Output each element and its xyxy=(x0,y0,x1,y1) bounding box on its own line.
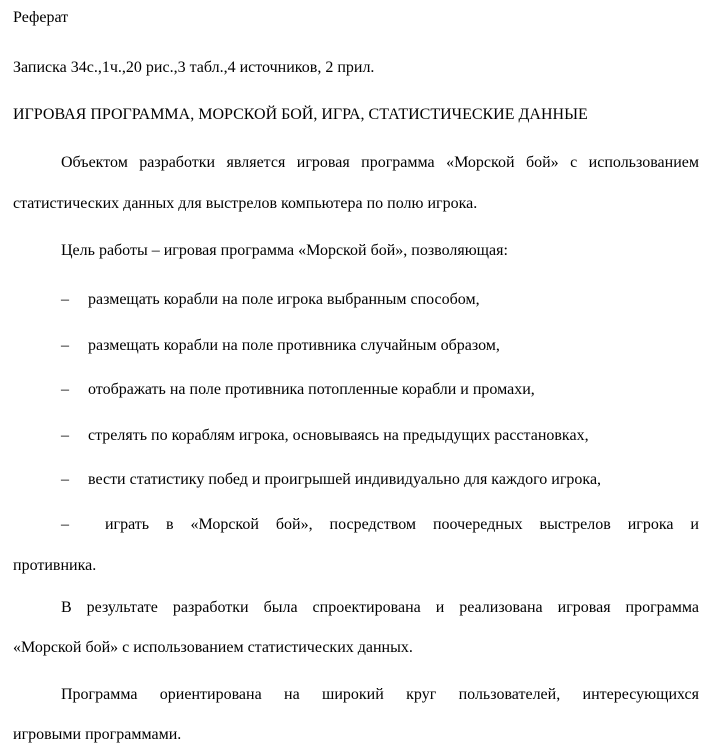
result-paragraph-line-2: «Морской бой» с использованием статистических данных. xyxy=(13,639,413,656)
list-item xyxy=(61,426,699,446)
list-item-text: стрелять по кораблям игрока, основываясь на предыдущих расстановках, xyxy=(88,427,589,444)
list-item-text: размещать корабли на поле противника случайным образом, xyxy=(88,337,500,354)
list-item-continuation: противника. xyxy=(13,557,97,574)
list-item xyxy=(61,515,699,535)
list-dash: – xyxy=(61,291,69,308)
list-item-text: вести статистику побед и проигрышей индивидуально для каждого игрока, xyxy=(88,471,602,488)
result-paragraph-line-1: В результате разработки была спроектирована и реализована игровая программа xyxy=(61,599,699,616)
page-heading: Реферат xyxy=(13,9,69,26)
list-dash: – xyxy=(61,337,69,354)
object-paragraph-line-2: статистических данных для выстрелов компьютера по полю игрока. xyxy=(13,195,478,212)
goal-intro: Цель работы – игровая программа «Морской бой», позволяющая: xyxy=(61,242,508,259)
list-item xyxy=(61,380,699,400)
list-dash: – xyxy=(61,427,69,444)
audience-paragraph-line-1: Программа ориентирована на широкий круг пользователей, интересующихся xyxy=(61,686,699,703)
list-item xyxy=(61,336,699,356)
list-item xyxy=(61,470,699,490)
list-item-text: отображать на поле противника потопленные корабли и промахи, xyxy=(88,381,535,398)
object-paragraph-line-1: Объектом разработки является игровая программа «Морской бой» с использованием xyxy=(61,154,699,171)
list-dash: – xyxy=(61,381,69,398)
list-item-text: играть в «Морской бой», посредством поочередных выстрелов игрока и xyxy=(104,516,699,533)
summary-line: Записка 34с.,1ч.,20 рис.,3 табл.,4 источников, 2 прил. xyxy=(13,59,375,76)
audience-paragraph-line-2: игровыми программами. xyxy=(13,726,182,743)
keywords-line: ИГРОВАЯ ПРОГРАММА, МОРСКОЙ БОЙ, ИГРА, СТАТИСТИЧЕСКИЕ ДАННЫЕ xyxy=(13,106,588,123)
list-item-text: размещать корабли на поле игрока выбранным способом, xyxy=(88,291,480,308)
list-dash: – xyxy=(61,471,69,488)
list-item xyxy=(61,290,699,310)
list-dash: – xyxy=(61,516,69,533)
